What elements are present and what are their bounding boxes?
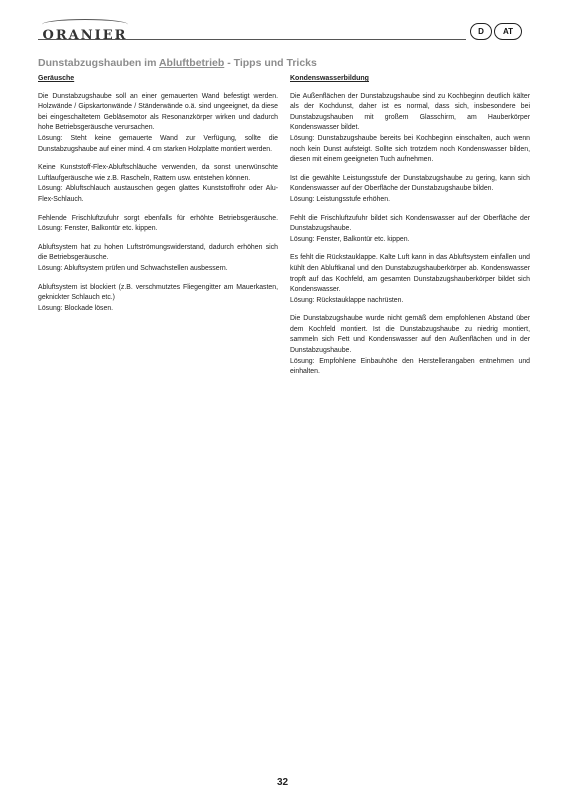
- paragraph-line: Fehlende Frischluftzufuhr sorgt ebenfalls für erhöhte Betriebsgeräusche. Lösung: Fenster, Balkontür etc. kippen.: [38, 214, 278, 233]
- paragraph-solution: Lösung: Fenster, Balkontür etc. kippen.: [290, 235, 410, 243]
- left-column: [38, 74, 278, 322]
- page-number: 32: [276, 777, 289, 788]
- country-badge-d: D: [470, 23, 492, 40]
- paragraph-line: Abluftsystem hat zu hohen Luftströmungswiderstand, dadurch erhöhen sich die Betriebsgeräusche.: [38, 243, 278, 262]
- paragraph-solution: Lösung: Abluftschlauch austauschen gegen glattes Kunststoffrohr oder Alu-Flex-Schlauch.: [38, 185, 278, 203]
- section-heading-condensation: Kondenswasserbildung: [290, 75, 369, 82]
- paragraph-solution: Lösung: Rückstauklappe nachrüsten.: [290, 296, 404, 304]
- paragraph-line: Die Dunstabzugshaube soll an einer gemauerten Wand befestigt werden. Holzwände / Gipskartonwände / Ständerwände o.ä. sind ungeeignet, da diese bei eingeschaltetem Gebläsemotor als Resonanzkörper wirken und dadurch hohe Betriebsgeräusche verursachen.: [38, 92, 278, 132]
- paragraph-line: Abluftsystem ist blockiert (z.B. verschmutztes Fliegengitter am Mauerkasten, geknickter Schlauch etc.): [38, 283, 278, 302]
- paragraph-solution: Lösung: Steht keine gemauerte Wand zur Verfügung, sollte die Dunstabzugshaube auf einer mind. 4 cm starken Holzplatte montiert werden.: [38, 134, 278, 153]
- paragraph-line: Die Dunstabzugshaube wurde nicht gemäß dem empfohlenen Abstand über dem Kochfeld montiert. Ist die Dunstabzugshaube zu niedrig montiert, sammeln sich Fett und Kondenswasser auf den Außenflächen und in der Dunstabzugshaube.: [290, 315, 530, 355]
- paragraph-line: Keine Kunststoff-Flex-Abluftschläuche verwenden, da sonst unerwünschte Luftlaufgeräusche wie z.B. Rascheln, Rattern usw. entstehen können.: [38, 164, 278, 182]
- left-paragraph: [38, 92, 278, 156]
- paragraph-solution: Lösung: Abluftsystem prüfen und Schwachstellen ausbessern.: [38, 264, 228, 272]
- paragraph-line: Fehlt die Frischluftzufuhr bildet sich Kondenswasser auf der Oberfläche der Dunstabzugshaube.: [290, 214, 530, 233]
- paragraph-solution: Lösung: Empfohlene Einbauhöhe den Herstellerangaben entnehmen und einhalten.: [290, 357, 530, 376]
- right-paragraph: [290, 214, 530, 246]
- right-column: [290, 74, 530, 386]
- title-part-1: Dunstabzugshauben im: [38, 57, 159, 69]
- right-paragraph: [290, 314, 530, 378]
- right-paragraph: [290, 174, 530, 206]
- title-underlined: Abluftbetrieb: [158, 57, 225, 69]
- country-badge-at: AT: [494, 23, 522, 40]
- right-paragraph: [290, 92, 530, 166]
- left-paragraph: [38, 214, 278, 235]
- paragraph-solution: Lösung: Blockade lösen.: [38, 304, 114, 312]
- right-paragraph: [290, 253, 530, 306]
- section-heading-noise: Geräusche: [38, 75, 75, 82]
- paragraph-line: Die Außenflächen der Dunstabzugshaube sind zu Kochbeginn deutlich kälter als der Kochdunst, daher ist es normal, dass sich, insbesondere bei Dunstabzugshauben mit großem Glasschirm, am Hauberkörper Kondenswasser bildet.: [290, 92, 530, 132]
- paragraph-solution: Lösung: Dunstabzugshaube bereits bei Kochbeginn einschalten, auch wenn noch kein Dunst aufsteigt. Sollte sich trotzdem noch Kondenswasser bilden, diesen mit einem geeigneten Tuch aufnehmen.: [290, 134, 530, 164]
- page-title: [38, 57, 518, 69]
- left-paragraph: [38, 243, 278, 275]
- left-paragraph: [38, 283, 278, 315]
- header-divider: [38, 39, 466, 40]
- paragraph-line: Es fehlt die Rückstauklappe. Kalte Luft kann in das Abluftsystem einfallen und kühlt den Abluftkanal und den Dunstabzugshauberkörper ab. Kondenswasser tropft auf das Kochfeld, am gesamten Dunstabzugshauberkörper bildet sich Kondenswasser.: [290, 254, 530, 294]
- left-paragraph: [38, 163, 278, 205]
- paragraph-solution: Lösung: Leistungsstufe erhöhen.: [290, 195, 390, 203]
- paragraph-line: Ist die gewählte Leistungsstufe der Dunstabzugshaube zu gering, kann sich Kondenswasser auf der Oberfläche der Dunstabzugshaube bilden.: [290, 174, 530, 193]
- title-part-2: - Tipps und Tricks: [224, 57, 317, 69]
- logo-text: ORANIER: [42, 28, 128, 43]
